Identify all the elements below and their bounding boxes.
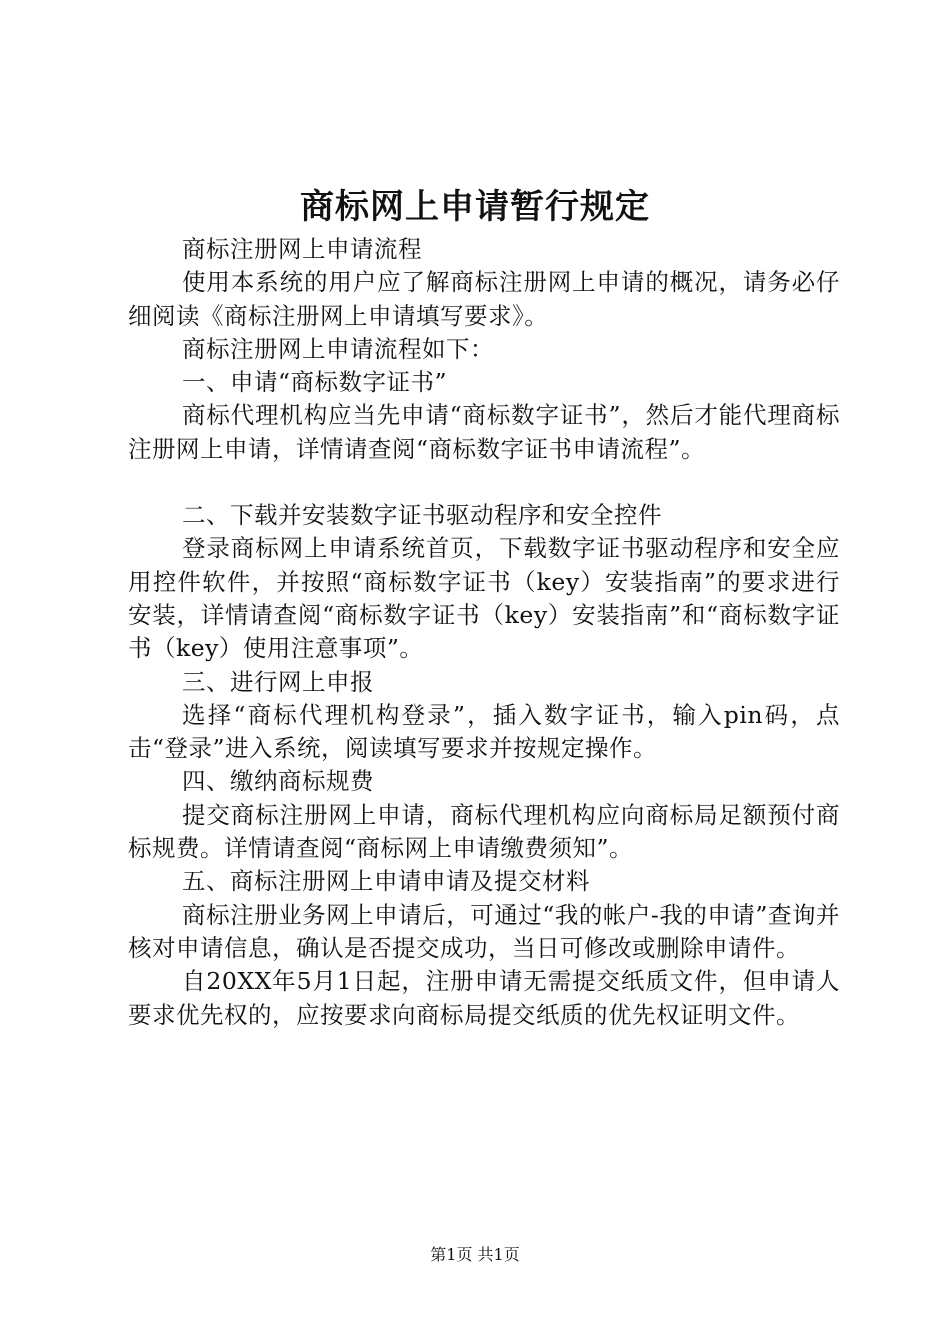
paragraph-paper-requirement: 自20XX年5月1日起，注册申请无需提交纸质文件，但申请人要求优先权的，应按要求向商标局提交纸质的优先权证明文件。 [128,967,840,1029]
paragraph-intro: 使用本系统的用户应了解商标注册网上申请的概况，请务必仔细阅读《商标注册网上申请填写要求》。 [128,268,840,330]
section-heading-2: 二、下载并安装数字证书驱动程序和安全控件 [182,501,663,530]
section-heading-1: 一、申请“商标数字证书” [182,368,448,397]
page-footer: 第1页 共1页 [430,1245,520,1264]
paragraph-section-4: 提交商标注册网上申请，商标代理机构应向商标局足额预付商标规费。详情请查阅“商标网上申请缴费须知”。 [128,800,840,863]
document-body [128,233,840,1032]
section-heading-5: 五、商标注册网上申请申请及提交材料 [182,867,591,896]
paragraph-section-5: 商标注册业务网上申请后，可通过“我的帐户-我的申请”查询并核对申请信息，确认是否提交成功，当日可修改或删除申请件。 [128,900,840,962]
paragraph-process-heading: 商标注册网上申请流程 [182,235,423,263]
paragraph-section-3: 选择“商标代理机构登录”，插入数字证书，输入pin码，点击“登录”进入系统，阅读填写要求并按规定操作。 [128,700,840,763]
blank-line [128,466,840,499]
section-heading-3: 三、进行网上申报 [182,667,375,696]
paragraph-process-list-heading: 商标注册网上申请流程如下： [182,334,495,363]
paragraph-section-1: 商标代理机构应当先申请“商标数字证书”，然后才能代理商标注册网上申请，详情请查阅“商标数字证书申请流程”。 [128,401,840,463]
document-title: 商标网上申请暂行规定 [300,187,650,227]
section-heading-4: 四、缴纳商标规费 [182,767,375,796]
paragraph-section-2: 登录商标网上申请系统首页，下载数字证书驱动程序和安全应用控件软件，并按照“商标数字证书（key）安装指南”的要求进行安装，详情请查阅“商标数字证书（key）安装指南”和“商标数字证书（key）使用注意事项”。 [128,534,840,663]
